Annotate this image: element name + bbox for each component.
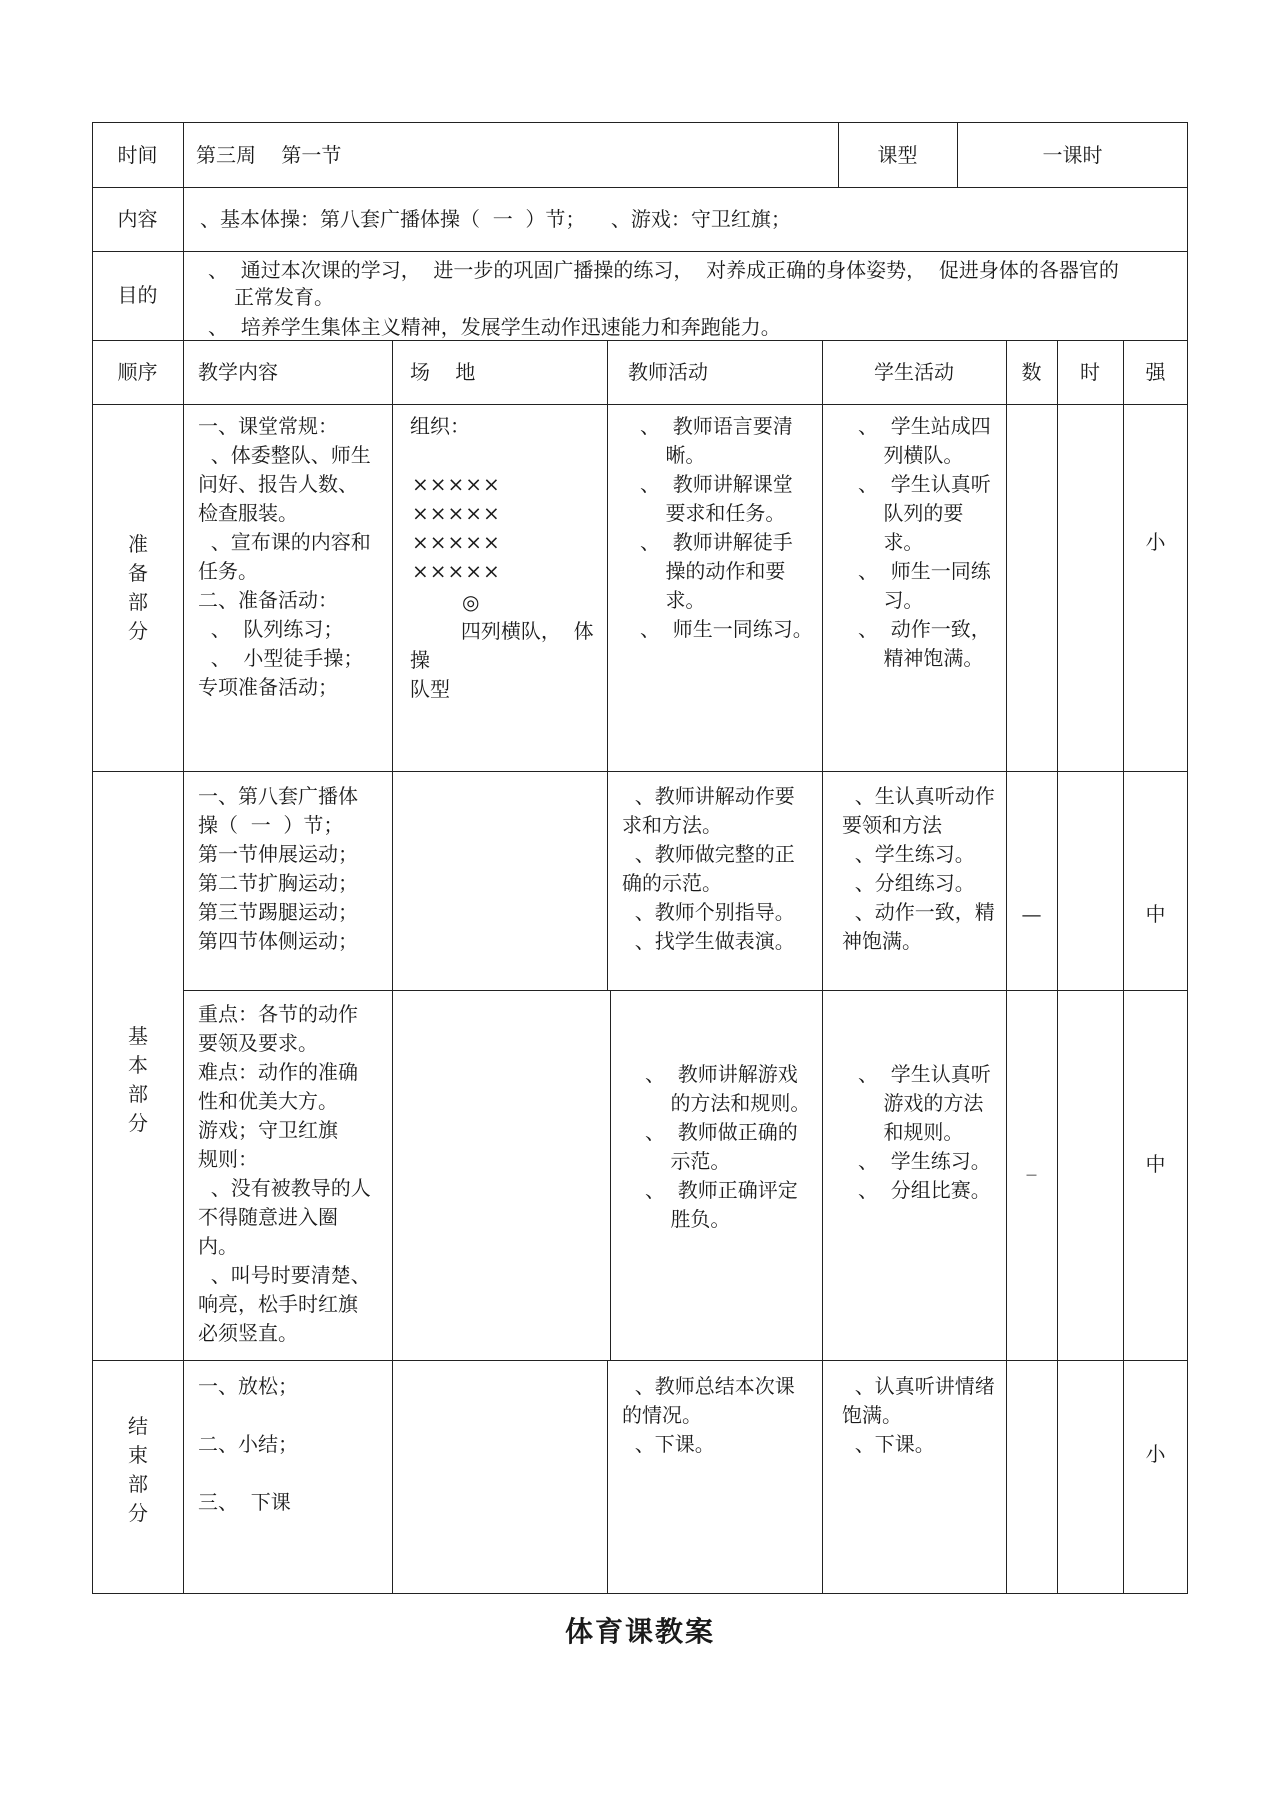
end-intensity: 小 xyxy=(1145,1442,1166,1466)
prep-teacher-activity: 、 教师语言要清 晰。 、 教师讲解课堂 要求和任务。 、 教师讲解徒手 操的动作和要 求。 、 师生一同练习。 xyxy=(640,414,813,641)
end-content: 一、放松； 二、小结； 三、 下课 xyxy=(198,1374,298,1514)
prep-intensity: 小 xyxy=(1145,530,1166,554)
row-divider xyxy=(92,771,1188,772)
col-header-count: 数 xyxy=(1021,360,1042,384)
col-header-teacher: 教师活动 xyxy=(628,360,708,384)
basic-teacher-activity-2: 、 教师讲解游戏 的方法和规则。 、 教师做正确的 示范。 、 教师正确评定 胜负。 xyxy=(645,1062,811,1231)
basic-count-1: — xyxy=(1021,902,1042,926)
basic-student-activity-2: 、 学生认真听 游戏的方法 和规则。 、 学生练习。 、 分组比赛。 xyxy=(858,1062,991,1202)
col-divider xyxy=(1057,340,1058,1594)
basic-content-2: 重点：各节的动作 要领及要求。 难点：动作的准确 性和优美大方。 游戏；守卫红旗 规则： 、没有被教导的人 不得随意进入圈 内。 、叫号时要清楚、 响亮，松手时红旗 必须竖直。 xyxy=(198,1002,371,1345)
prep-content: 一、课堂常规： 、体委整队、师生 问好、报告人数、 检查服装。 、宣布课的内容和 任务。 二、准备活动： 、 队列练习； 、 小型徒手操； 专项准备活动； xyxy=(198,414,371,699)
col-divider xyxy=(183,122,184,1594)
col-divider xyxy=(1006,340,1007,1594)
prep-site-row: ××××× xyxy=(412,559,501,583)
section-label-prep: 准 备 部 分 xyxy=(128,532,148,643)
basic-content-1: 一、第八套广播体 操（ 一 ）节； 第一节伸展运动； 第二节扩胸运动； 第三节踢腿运动； 第四节体侧运动； xyxy=(198,784,358,953)
prep-site-row: ××××× xyxy=(412,530,501,554)
prep-student-activity: 、 学生站成四 列横队。 、 学生认真听 队列的要 求。 、 师生一同练 习。 、 动作一致， 精神饱满。 xyxy=(858,414,991,670)
goal-line-1: 、 通过本次课的学习， 进一步的巩固广播操的练习， 对养成正确的身体姿势， 促进身体的各器官的 xyxy=(208,258,1119,282)
section-label-basic: 基 本 部 分 xyxy=(128,1024,148,1135)
row-divider xyxy=(92,251,1188,252)
prep-site-row: ××××× xyxy=(412,501,501,525)
content-value: 、基本体操：第八套广播体操（ 一 ）节； 、游戏：守卫红旗； xyxy=(200,207,791,231)
col-header-site: 场 地 xyxy=(410,360,476,384)
basic-student-activity-1: 、生认真听动作 要领和方法 、学生练习。 、分组练习。 、动作一致，精 神饱满。 xyxy=(842,784,995,953)
col-divider xyxy=(607,340,608,990)
basic-teacher-activity-1: 、教师讲解动作要 求和方法。 、教师做完整的正 确的示范。 、教师个别指导。 、找学生做表演。 xyxy=(622,784,795,953)
col-divider xyxy=(610,990,611,1360)
type-value: 一课时 xyxy=(1042,143,1103,167)
row-divider xyxy=(92,1360,1188,1361)
basic-count-2: _ xyxy=(1026,1152,1037,1176)
col-divider xyxy=(607,1360,608,1594)
teacher-position-mark: ◎ xyxy=(462,590,480,614)
time-label: 时间 xyxy=(117,143,158,167)
row-divider xyxy=(183,990,1188,991)
type-label: 课型 xyxy=(877,143,918,167)
end-student-activity: 、认真听讲情绪 饱满。 、下课。 xyxy=(842,1374,995,1456)
col-header-content: 教学内容 xyxy=(198,360,278,384)
row-divider xyxy=(92,404,1188,405)
col-divider xyxy=(392,340,393,1594)
basic-intensity-2: 中 xyxy=(1145,1152,1166,1176)
time-value: 第三周 第一节 xyxy=(196,143,342,167)
content-label: 内容 xyxy=(117,207,158,231)
goal-line-2: 、 培养学生集体主义精神，发展学生动作迅速能力和奔跑能力。 xyxy=(208,315,781,339)
col-header-student: 学生活动 xyxy=(874,360,954,384)
col-header-order: 顺序 xyxy=(117,360,158,384)
end-teacher-activity: 、教师总结本次课 的情况。 、下课。 xyxy=(622,1374,795,1456)
prep-site-org: 组织： xyxy=(410,414,470,438)
basic-intensity-1: 中 xyxy=(1145,902,1166,926)
col-header-intensity: 强 xyxy=(1145,360,1166,384)
row-divider xyxy=(92,187,1188,188)
col-divider xyxy=(822,340,823,1594)
prep-site-row: ××××× xyxy=(412,472,501,496)
col-header-time: 时 xyxy=(1080,360,1100,384)
section-label-end: 结 束 部 分 xyxy=(128,1414,148,1525)
prep-site-note: 四列横队， 体操 队型 xyxy=(410,619,594,701)
goal-line-1b: 正常发育。 xyxy=(234,285,334,309)
goal-label: 目的 xyxy=(117,283,158,307)
document-title: 体育课教案 xyxy=(564,1615,715,1648)
